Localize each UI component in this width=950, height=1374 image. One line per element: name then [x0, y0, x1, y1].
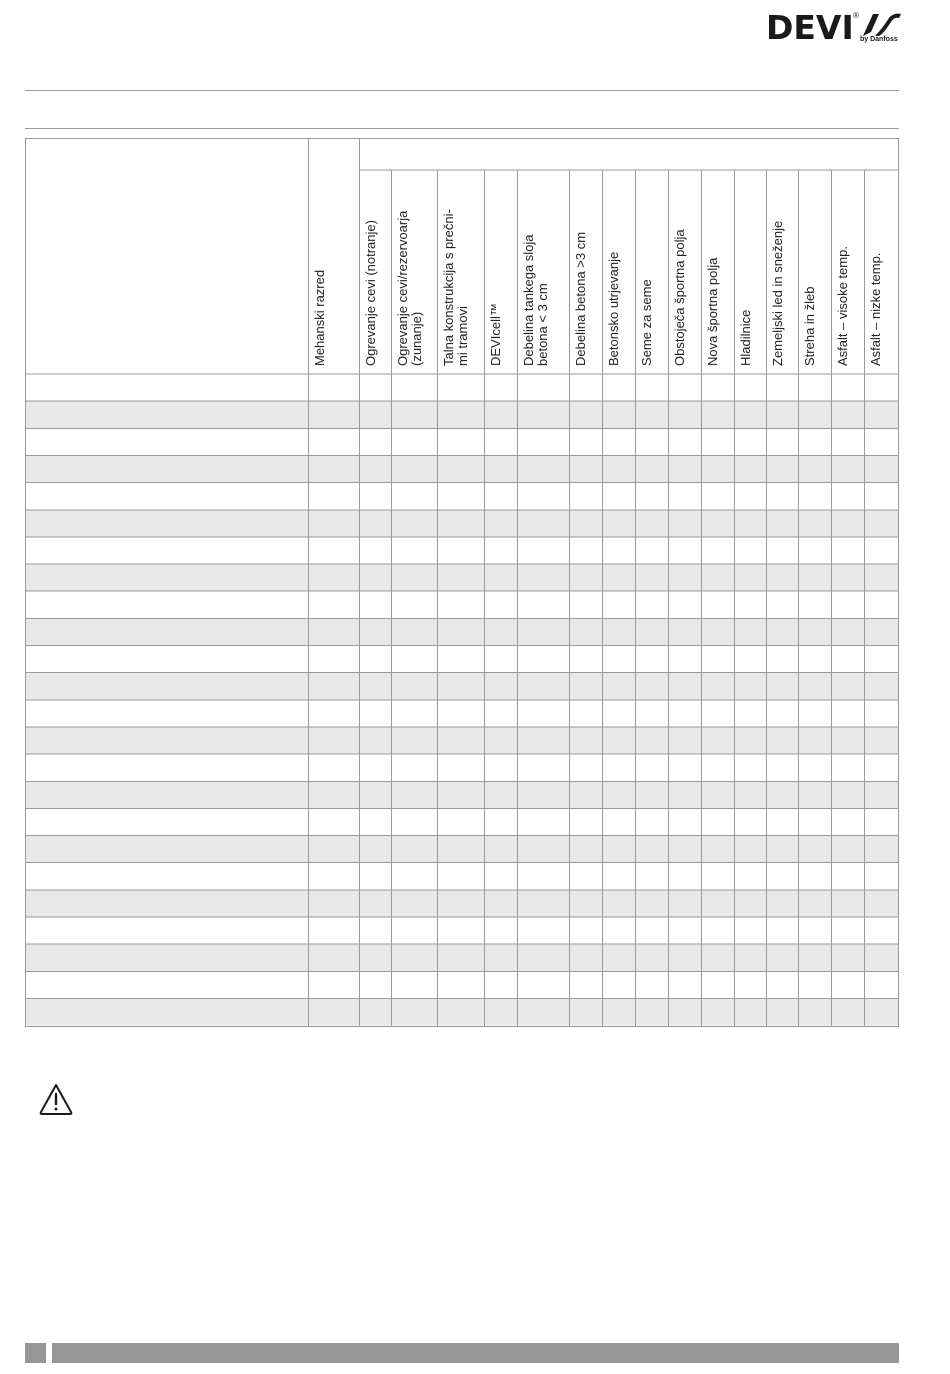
footer-bar [52, 1343, 899, 1363]
table-row [25, 917, 899, 944]
column-header-text: Talna konstrukcija s prečni- [441, 209, 456, 366]
application-header [705, 257, 720, 366]
application-header [363, 220, 378, 366]
devi-wave-logo-icon [859, 10, 903, 38]
column-header-text: DEVIcell™ [488, 303, 503, 366]
application-table [25, 138, 899, 1027]
application-header [770, 221, 785, 366]
application-header [672, 229, 687, 366]
table-row [25, 754, 899, 781]
column-header-text: Asfalt – visoke temp. [835, 246, 850, 366]
application-header [441, 209, 470, 366]
application-header [573, 232, 588, 366]
table-row [25, 510, 899, 537]
warning-triangle-icon [38, 1082, 74, 1116]
column-header-text: Betonsko utrjevanje [606, 251, 621, 366]
table-row [25, 673, 899, 700]
application-header [639, 279, 654, 366]
column-header-text: Debelina tankega sloja [521, 234, 536, 366]
column-header-text: Nova športna polja [705, 257, 720, 366]
table-row [25, 564, 899, 591]
table-row [25, 971, 899, 998]
column-header-text: Zemeljski led in sneženje [770, 220, 785, 366]
column-header-text: (zunanje) [409, 311, 424, 366]
logo-text: DEVI [766, 8, 854, 47]
table-row [25, 944, 899, 971]
table-row [25, 591, 899, 618]
column-header-text: Mehanski razred [312, 269, 327, 366]
table-row [25, 483, 899, 510]
table-top-rule [25, 128, 899, 129]
table-row [25, 401, 899, 428]
application-header [868, 253, 883, 366]
registered-mark: ® [853, 11, 859, 20]
header-rule [25, 90, 899, 91]
column-header-text: Debelina betona >3 cm [573, 231, 588, 366]
table-row [25, 646, 899, 673]
column-header-text: mi tramovi [455, 306, 470, 366]
table-row [25, 998, 899, 1025]
table-row [25, 808, 899, 835]
table-row [25, 727, 899, 754]
column-header-text: Ogrevanje cevi (notranje) [363, 220, 378, 366]
table-row [25, 428, 899, 455]
application-header [738, 310, 753, 366]
application-header [521, 234, 550, 366]
table-row [25, 863, 899, 890]
table-row [25, 781, 899, 808]
application-header [488, 303, 503, 366]
column-header-text: Obstoječa športna polja [672, 229, 687, 366]
column-header-text: Ogrevanje cevi/rezervoarja [395, 210, 410, 366]
devi-logo [766, 8, 902, 48]
table-row [25, 455, 899, 482]
application-header [395, 210, 424, 366]
column-header-text: Seme za seme [639, 279, 654, 366]
application-header [606, 252, 621, 366]
page-number-box [25, 1343, 46, 1363]
mechanical-class-header [312, 270, 327, 366]
column-header-text: Asfalt – nizke temp. [868, 252, 883, 366]
column-header-text: Streha in žleb [802, 286, 817, 366]
logo-subtext: by Danfoss [860, 36, 898, 43]
table-row [25, 537, 899, 564]
table-row [25, 890, 899, 917]
column-header-text: Hladilnice [738, 309, 753, 366]
table-row [25, 618, 899, 645]
table-row [25, 836, 899, 863]
table-row [25, 374, 899, 401]
table-row [25, 700, 899, 727]
application-header [835, 246, 850, 366]
application-header [802, 287, 817, 367]
column-header-text: betona < 3 cm [535, 283, 550, 366]
